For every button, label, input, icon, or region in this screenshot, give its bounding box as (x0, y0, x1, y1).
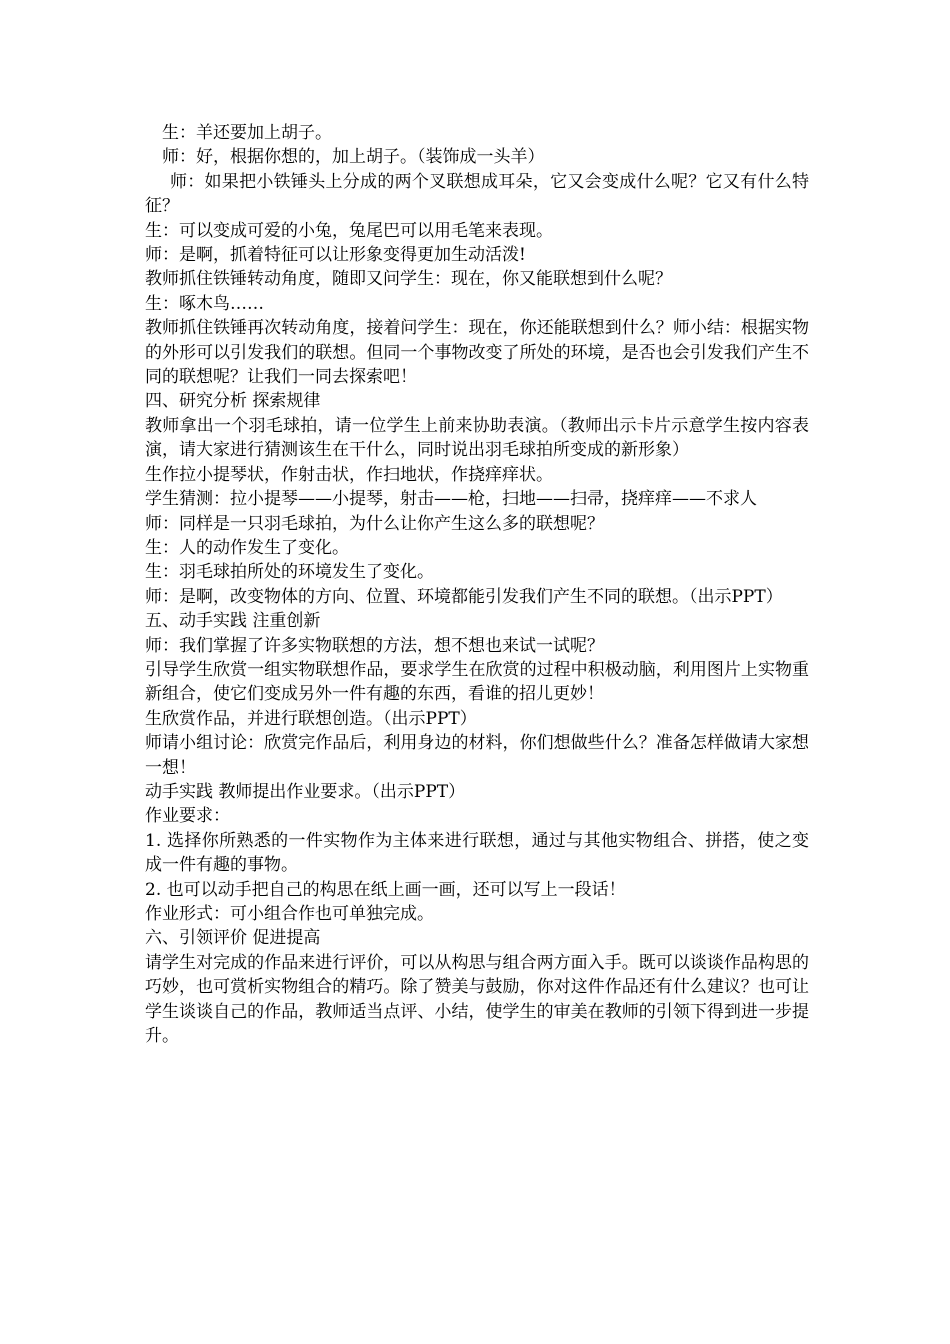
list-item: 1. 选择你所熟悉的一件实物作为主体来进行联想，通过与其他实物组合、拼搭，使之变成一件有趣的事物。 (145, 830, 809, 876)
paragraph: 学生猜测：拉小提琴——小提琴，射击——枪，扫地——扫帚，挠痒痒——不求人 (145, 489, 757, 510)
paragraph: 师：好，根据你想的，加上胡子。（装饰成一头羊） (162, 147, 545, 168)
document-body (145, 121, 809, 1048)
paragraph: 生：啄木鸟…… (145, 293, 264, 314)
section-heading: 四、研究分析 探索规律 (145, 391, 321, 412)
paragraph: 生：羊还要加上胡子。 (162, 123, 332, 143)
paragraph: 引导学生欣赏一组实物联想作品，要求学生在欣赏的过程中积极动脑，利用图片上实物重新组合，使它们变成另外一件有趣的东西，看谁的招儿更妙！ (145, 659, 809, 705)
paragraph: 生：羽毛球拍所处的环境发生了变化。 (145, 562, 434, 583)
paragraph: 师：是啊，抓着特征可以让形象变得更加生动活泼! (145, 245, 526, 266)
paragraph: 生：人的动作发生了变化。 (145, 537, 349, 558)
paragraph: 生作拉小提琴状，作射击状，作扫地状，作挠痒痒状。 (145, 464, 553, 485)
paragraph: 教师抓住铁锤转动角度，随即又问学生：现在，你又能联想到什么呢？ (145, 269, 672, 290)
paragraph: 生欣赏作品，并进行联想创造。（出示PPT） (145, 708, 477, 729)
paragraph: 生：可以变成可爱的小兔，兔尾巴可以用毛笔来表现。 (145, 220, 553, 241)
paragraph: 动手实践 教师提出作业要求。（出示PPT） (145, 781, 466, 802)
paragraph: 教师抓住铁锤再次转动角度，接着问学生：现在，你还能联想到什么？师小结：根据实物的外形可以引发我们的联想。但同一个事物改变了所处的环境，是否也会引发我们产生不同的联想呢？让我们一同去探索吧！ (145, 318, 809, 388)
paragraph: 师：如果把小铁锤头上分成的两个叉联想成耳朵，它又会变成什么呢？它又有什么特征？ (145, 171, 809, 217)
paragraph: 师：同样是一只羽毛球拍，为什么让你产生这么多的联想呢？ (145, 513, 604, 534)
paragraph: 师请小组讨论：欣赏完作品后，利用身边的材料，你们想做些什么？准备怎样做请大家想一想！ (145, 733, 809, 778)
paragraph: 作业要求： (145, 806, 230, 827)
list-item: 2. 也可以动手把自己的构思在纸上画一画，还可以写上一段话！ (145, 879, 626, 900)
section-heading: 六、引领评价 促进提高 (145, 928, 321, 949)
paragraph: 请学生对完成的作品来进行评价，可以从构思与组合两方面入手。既可以谈谈作品构思的巧妙，也可赏析实物组合的精巧。除了赞美与鼓励，你对这件作品还有什么建议？也可让学生谈谈自己的作品，教师适当点评、小结，使学生的审美在教师的引领下得到进一步提升。 (145, 952, 809, 1047)
paragraph: 师：是啊，改变物体的方向、位置、环境都能引发我们产生不同的联想。（出示PPT） (145, 586, 783, 607)
paragraph: 师：我们掌握了许多实物联想的方法，想不想也来试一试呢？ (145, 635, 604, 656)
paragraph: 教师拿出一个羽毛球拍，请一位学生上前来协助表演。（教师出示卡片示意学生按内容表演，请大家进行猜测该生在干什么，同时说出羽毛球拍所变成的新形象） (145, 415, 809, 461)
section-heading: 五、动手实践 注重创新 (145, 611, 321, 632)
paragraph: 作业形式：可小组合作也可单独完成。 (145, 904, 434, 924)
